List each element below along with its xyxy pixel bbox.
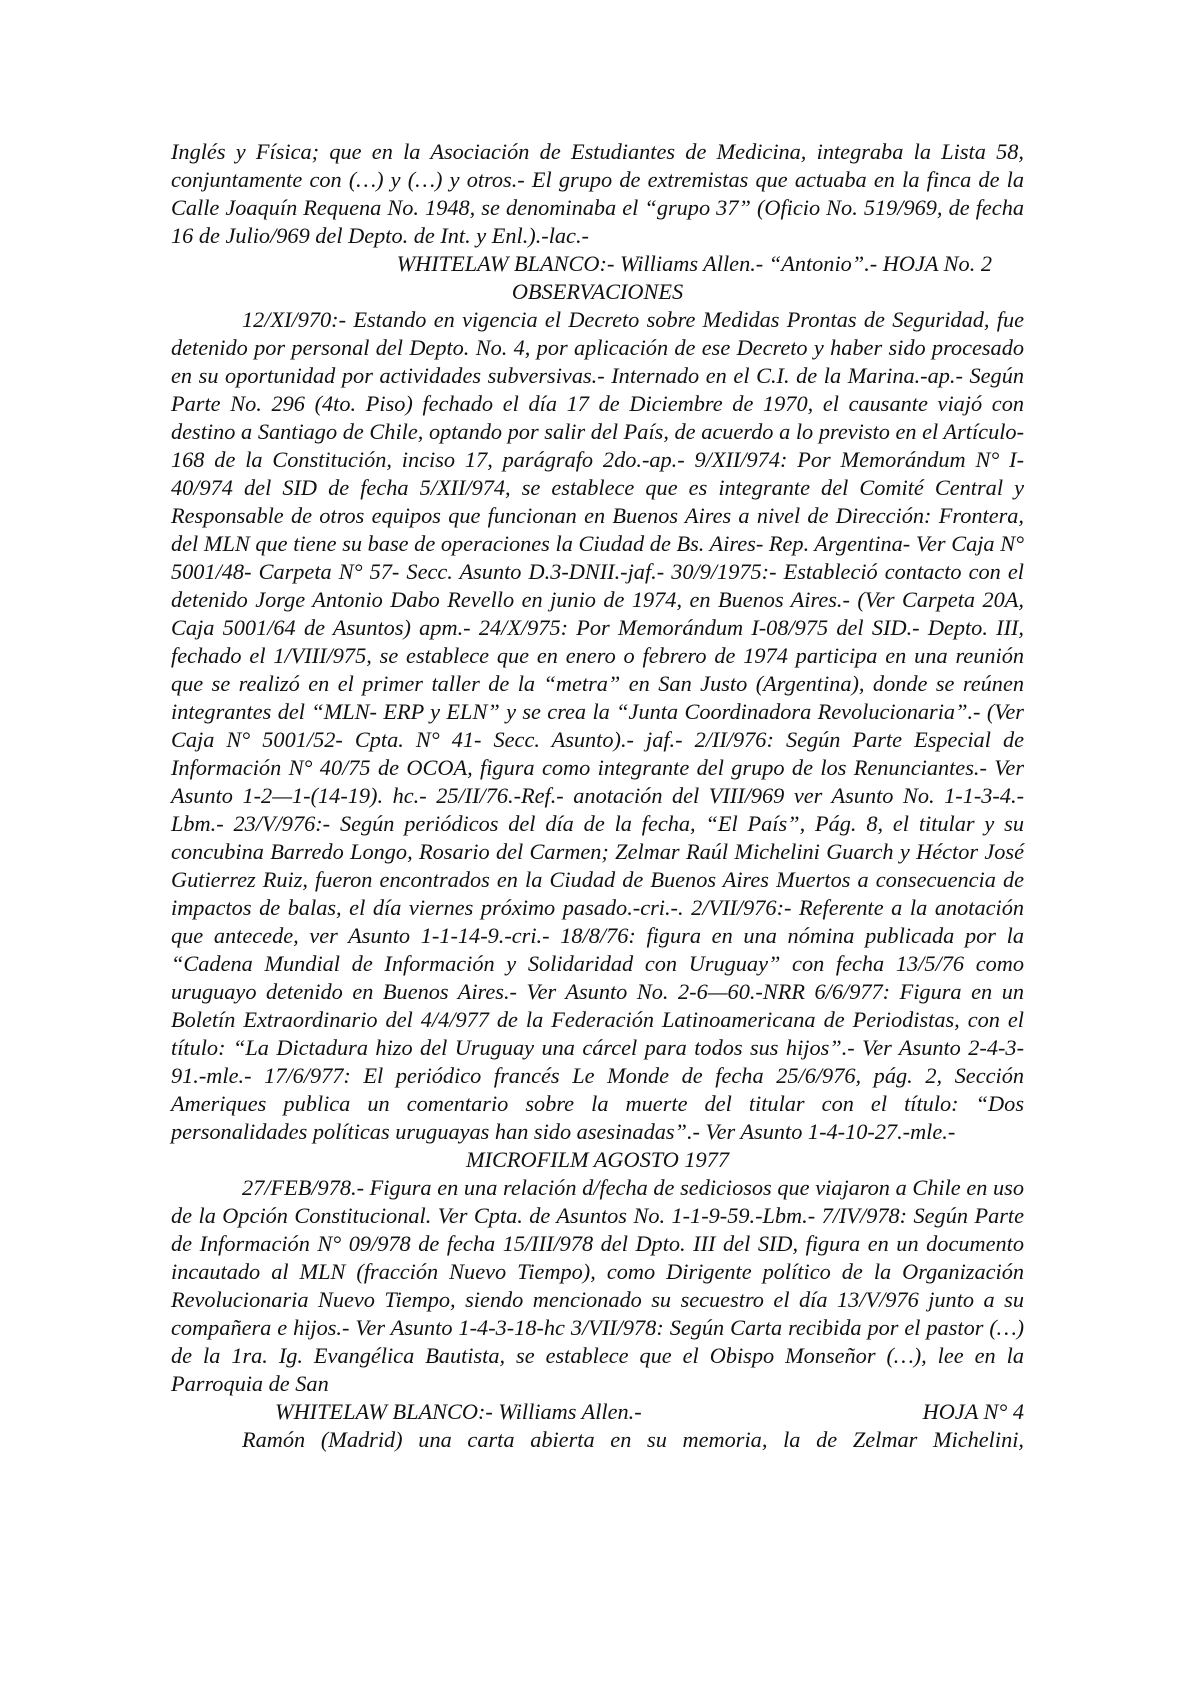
microfilm-paragraph: 27/FEB/978.- Figura en una relación d/fecha de sediciosos que viajaron a Chile en uso de la Opción Constitucional. Ver Cpta. de Asuntos No. 1-1-9-59.-Lbm.- 7/IV/978: Según Parte de Información N° 09/978 de fecha 15/III/978 del Dpto. III del SID, figura en un documento incautado al MLN (fracción Nuevo Tiempo), como Dirigente político de la Organización Revolucionaria Nuevo Tiempo, siendo mencionado su secuestro el día 13/V/976 junto a su compañera e hijos.- Ver Asunto 1-4-3-18-hc 3/VII/978: Según Carta recibida por el pastor (…) de la 1ra. Ig. Evangélica Bautista, se establece que el Obispo Monseñor (…), lee en la Parroquia de San — [171, 1175, 1024, 1396]
document-page — [171, 138, 1024, 1454]
section-title-microfilm: MICROFILM AGOSTO 1977 — [465, 1147, 730, 1172]
page-header-hoja-4 — [171, 1398, 1024, 1426]
section-title-observaciones: OBSERVACIONES — [511, 279, 684, 304]
page-header-name: WHITELAW BLANCO:- Williams Allen.- — [275, 1399, 642, 1424]
opening-paragraph: Inglés y Física; que en la Asociación de Estudiantes de Medicina, integraba la Lista 58, conjuntamente con (…) y (…) y otros.- El grupo de extremistas que actuaba en la finca de la Calle Joaquín Requena No. 1948, se denominaba el “grupo 37” (Oficio No. 519/969, de fecha 16 de Julio/969 del Depto. de Int. y Enl.).-lac.- — [171, 139, 1024, 248]
observaciones-paragraph: 12/XI/970:- Estando en vigencia el Decreto sobre Medidas Prontas de Seguridad, fue detenido por personal del Depto. No. 4, por aplicación de ese Decreto y haber sido procesado en su oportunidad por actividades subversivas.- Internado en el C.I. de la Marina.-ap.- Según Parte No. 296 (4to. Piso) fechado el día 17 de Diciembre de 1970, el causante viajó con destino a Santiago de Chile, optando por salir del País, de acuerdo a lo previsto en el Artículo- 168 de la Constitución, inciso 17, parágrafo 2do.-ap.- 9/XII/974: Por Memorándum N° I-40/974 del SID de fecha 5/XII/974, se establece que es integrante del Comité Central y Responsable de otros equipos que funcionan en Buenos Aires a nivel de Dirección: Frontera, del MLN que tiene su base de operaciones la Ciudad de Bs. Aires- Rep. Argentina- Ver Caja N° 5001/48- Carpeta N° 57- Secc. Asunto D.3-DNII.-jaf.- 30/9/1975:- Estableció contacto con el detenido Jorge Antonio Dabo Revello en junio de 1974, en Buenos Aires.- (Ver Carpeta 20A, Caja 5001/64 de Asuntos) apm.- 24/X/975: Por Memorándum I-08/975 del SID.- Depto. III, fechado el 1/VIII/975, se establece que en enero o febrero de 1974 participa en una reunión que se realizó en el primer taller de la “metra” en San Justo (Argentina), donde se reúnen integrantes del “MLN- ERP y ELN” y se crea la “Junta Coordinadora Revolucionaria”.- (Ver Caja N° 5001/52- Cpta. N° 41- Secc. Asunto).- jaf.- 2/II/976: Según Parte Especial de Información N° 40/75 de OCOA, figura como integrante del grupo de los Renunciantes.- Ver Asunto 1-2—1-(14-19). hc.- 25/II/76.-Ref.- anotación del VIII/969 ver Asunto No. 1-1-3-4.-Lbm.- 23/V/976:- Según periódicos del día de la fecha, “El País”, Pág. 8, el titular y su concubina Barredo Longo, Rosario del Carmen; Zelmar Raúl Michelini Guarch y Héctor José Gutierrez Ruiz, fueron encontrados en la Ciudad de Buenos Aires Muertos a consecuencia de impactos de balas, el día viernes próximo pasado.-cri.-. 2/VII/976:- Referente a la anotación que antecede, ver Asunto 1-1-14-9.-cri.- 18/8/76: figura en una nómina publicada por la “Cadena Mundial de Información y Solidaridad con Uruguay” con fecha 13/5/76 como uruguayo detenido en Buenos Aires.- Ver Asunto No. 2-6—60.-NRR 6/6/977: Figura en un Boletín Extraordinario del 4/4/977 de la Federación Latinoamericana de Periodistas, con el título: “La Dictadura hizo del Uruguay una cárcel para todos sus hijos”.- Ver Asunto 2-4-3-91.-mle.- 17/6/977: El periódico francés Le Monde de fecha 25/6/976, pág. 2, Sección Ameriques publica un comentario sobre la muerte del titular con el título: “Dos personalidades políticas uruguayas han sido asesinadas”.- Ver Asunto 1-4-10-27.-mle.- — [171, 307, 1024, 1144]
page-header-hoja-number: HOJA N° 4 — [922, 1399, 1024, 1424]
closing-paragraph: Ramón (Madrid) una carta abierta en su memoria, la de Zelmar Michelini, — [242, 1427, 1024, 1452]
page-header-hoja-2: WHITELAW BLANCO:- Williams Allen.- “Antonio”.- HOJA No. 2 — [396, 251, 992, 276]
